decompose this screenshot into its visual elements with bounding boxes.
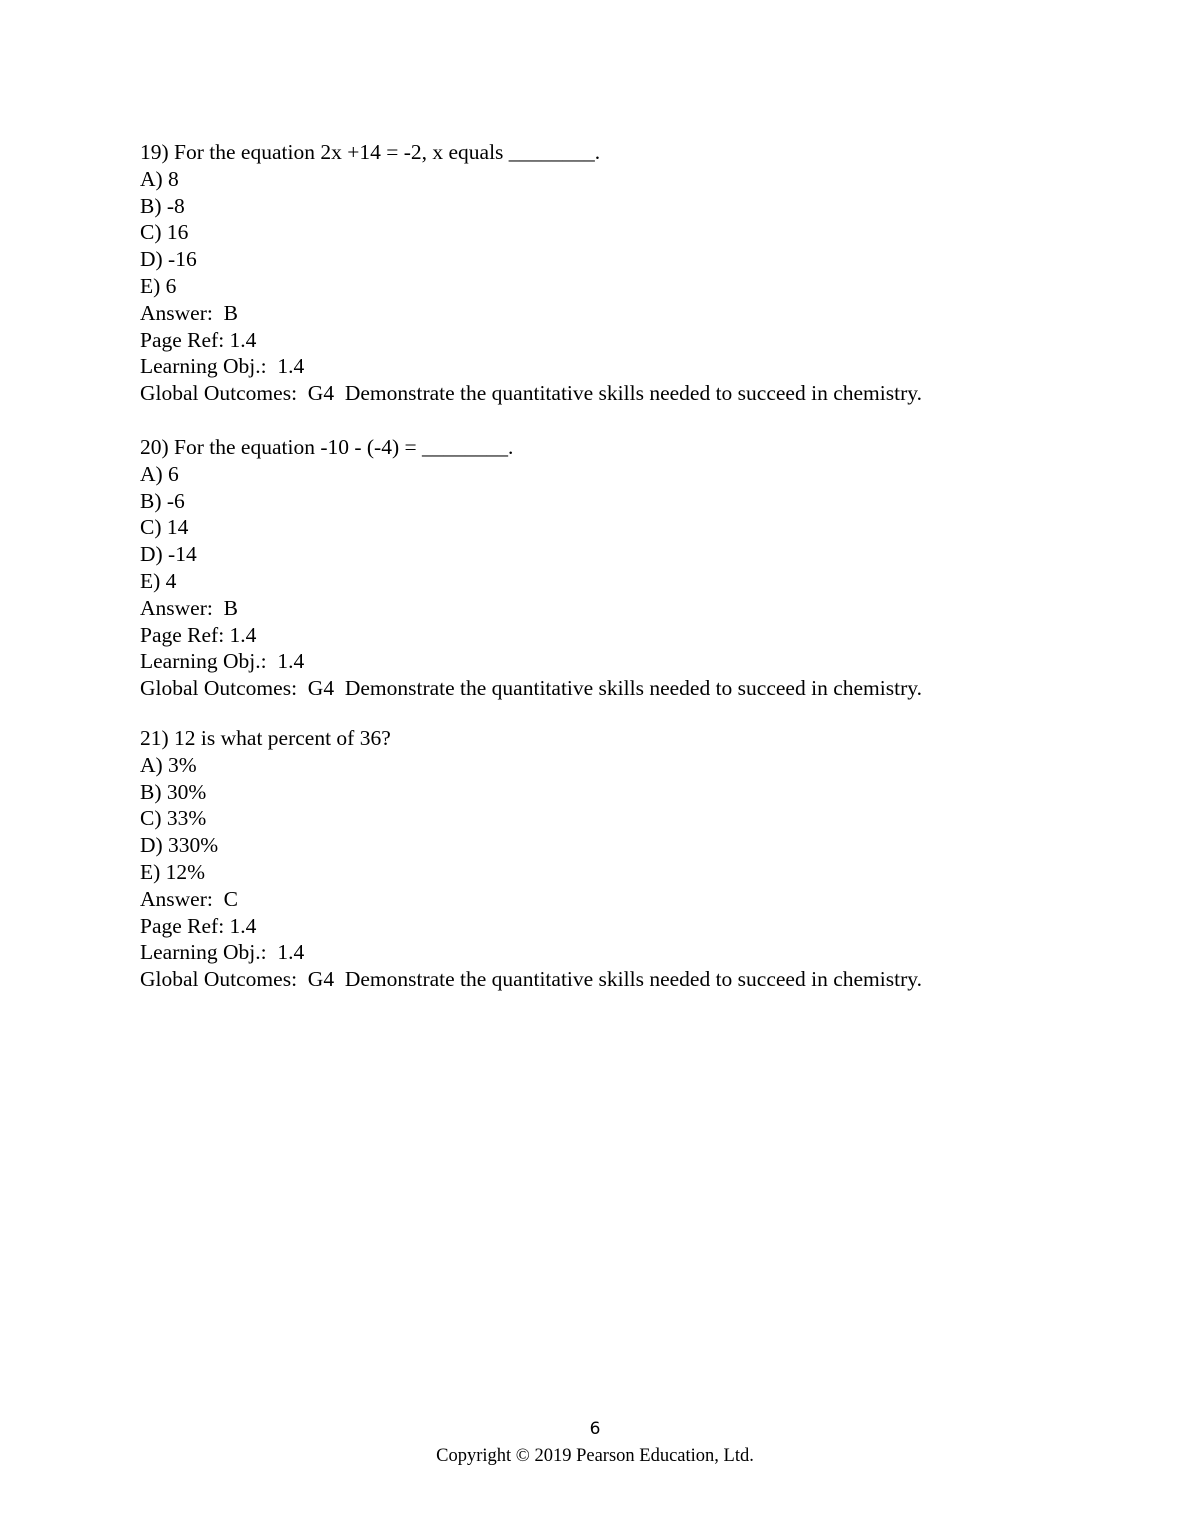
global-outcomes: Global Outcomes: G4 Demonstrate the quantitative skills needed to succeed in chemistry. bbox=[140, 381, 922, 406]
choice-e: E) 6 bbox=[140, 273, 177, 298]
choice-c: C) 16 bbox=[140, 220, 189, 245]
choice-a: A) 8 bbox=[140, 166, 179, 191]
page-ref: Page Ref: 1.4 bbox=[140, 913, 257, 938]
choice-a: A) 6 bbox=[140, 461, 179, 486]
copyright-notice: Copyright © 2019 Pearson Education, Ltd. bbox=[436, 1446, 754, 1466]
learning-obj: Learning Obj.: 1.4 bbox=[140, 354, 305, 379]
choice-c: C) 14 bbox=[140, 515, 189, 540]
global-outcomes: Global Outcomes: G4 Demonstrate the quantitative skills needed to succeed in chemistry. bbox=[140, 967, 922, 992]
choice-e: E) 4 bbox=[140, 568, 177, 593]
learning-obj: Learning Obj.: 1.4 bbox=[140, 649, 305, 674]
answer: Answer: B bbox=[140, 300, 238, 325]
choice-b: B) -6 bbox=[140, 488, 185, 513]
choice-d: D) 330% bbox=[140, 833, 219, 858]
global-outcomes: Global Outcomes: G4 Demonstrate the quantitative skills needed to succeed in chemistry. bbox=[140, 676, 922, 701]
choice-b: B) 30% bbox=[140, 779, 207, 804]
question-21 bbox=[140, 725, 1140, 993]
answer: Answer: C bbox=[140, 886, 238, 911]
question-prompt: 21) 12 is what percent of 36? bbox=[140, 725, 391, 750]
choice-a: A) 3% bbox=[140, 752, 197, 777]
question-prompt: 20) For the equation -10 - (-4) = ________. bbox=[140, 434, 514, 459]
question-prompt: 19) For the equation 2x +14 = -2, x equals ________. bbox=[140, 140, 601, 164]
question-list bbox=[140, 139, 1140, 993]
learning-obj: Learning Obj.: 1.4 bbox=[140, 940, 305, 965]
question-19 bbox=[140, 139, 1140, 407]
choice-d: D) -14 bbox=[140, 542, 197, 567]
page-ref: Page Ref: 1.4 bbox=[140, 327, 257, 352]
choice-d: D) -16 bbox=[140, 247, 197, 272]
choice-e: E) 12% bbox=[140, 859, 206, 884]
question-20 bbox=[140, 434, 1140, 702]
choice-b: B) -8 bbox=[140, 193, 185, 218]
page-ref: Page Ref: 1.4 bbox=[140, 622, 257, 647]
answer: Answer: B bbox=[140, 595, 238, 620]
page-number: 6 bbox=[589, 1419, 601, 1439]
choice-c: C) 33% bbox=[140, 806, 207, 831]
